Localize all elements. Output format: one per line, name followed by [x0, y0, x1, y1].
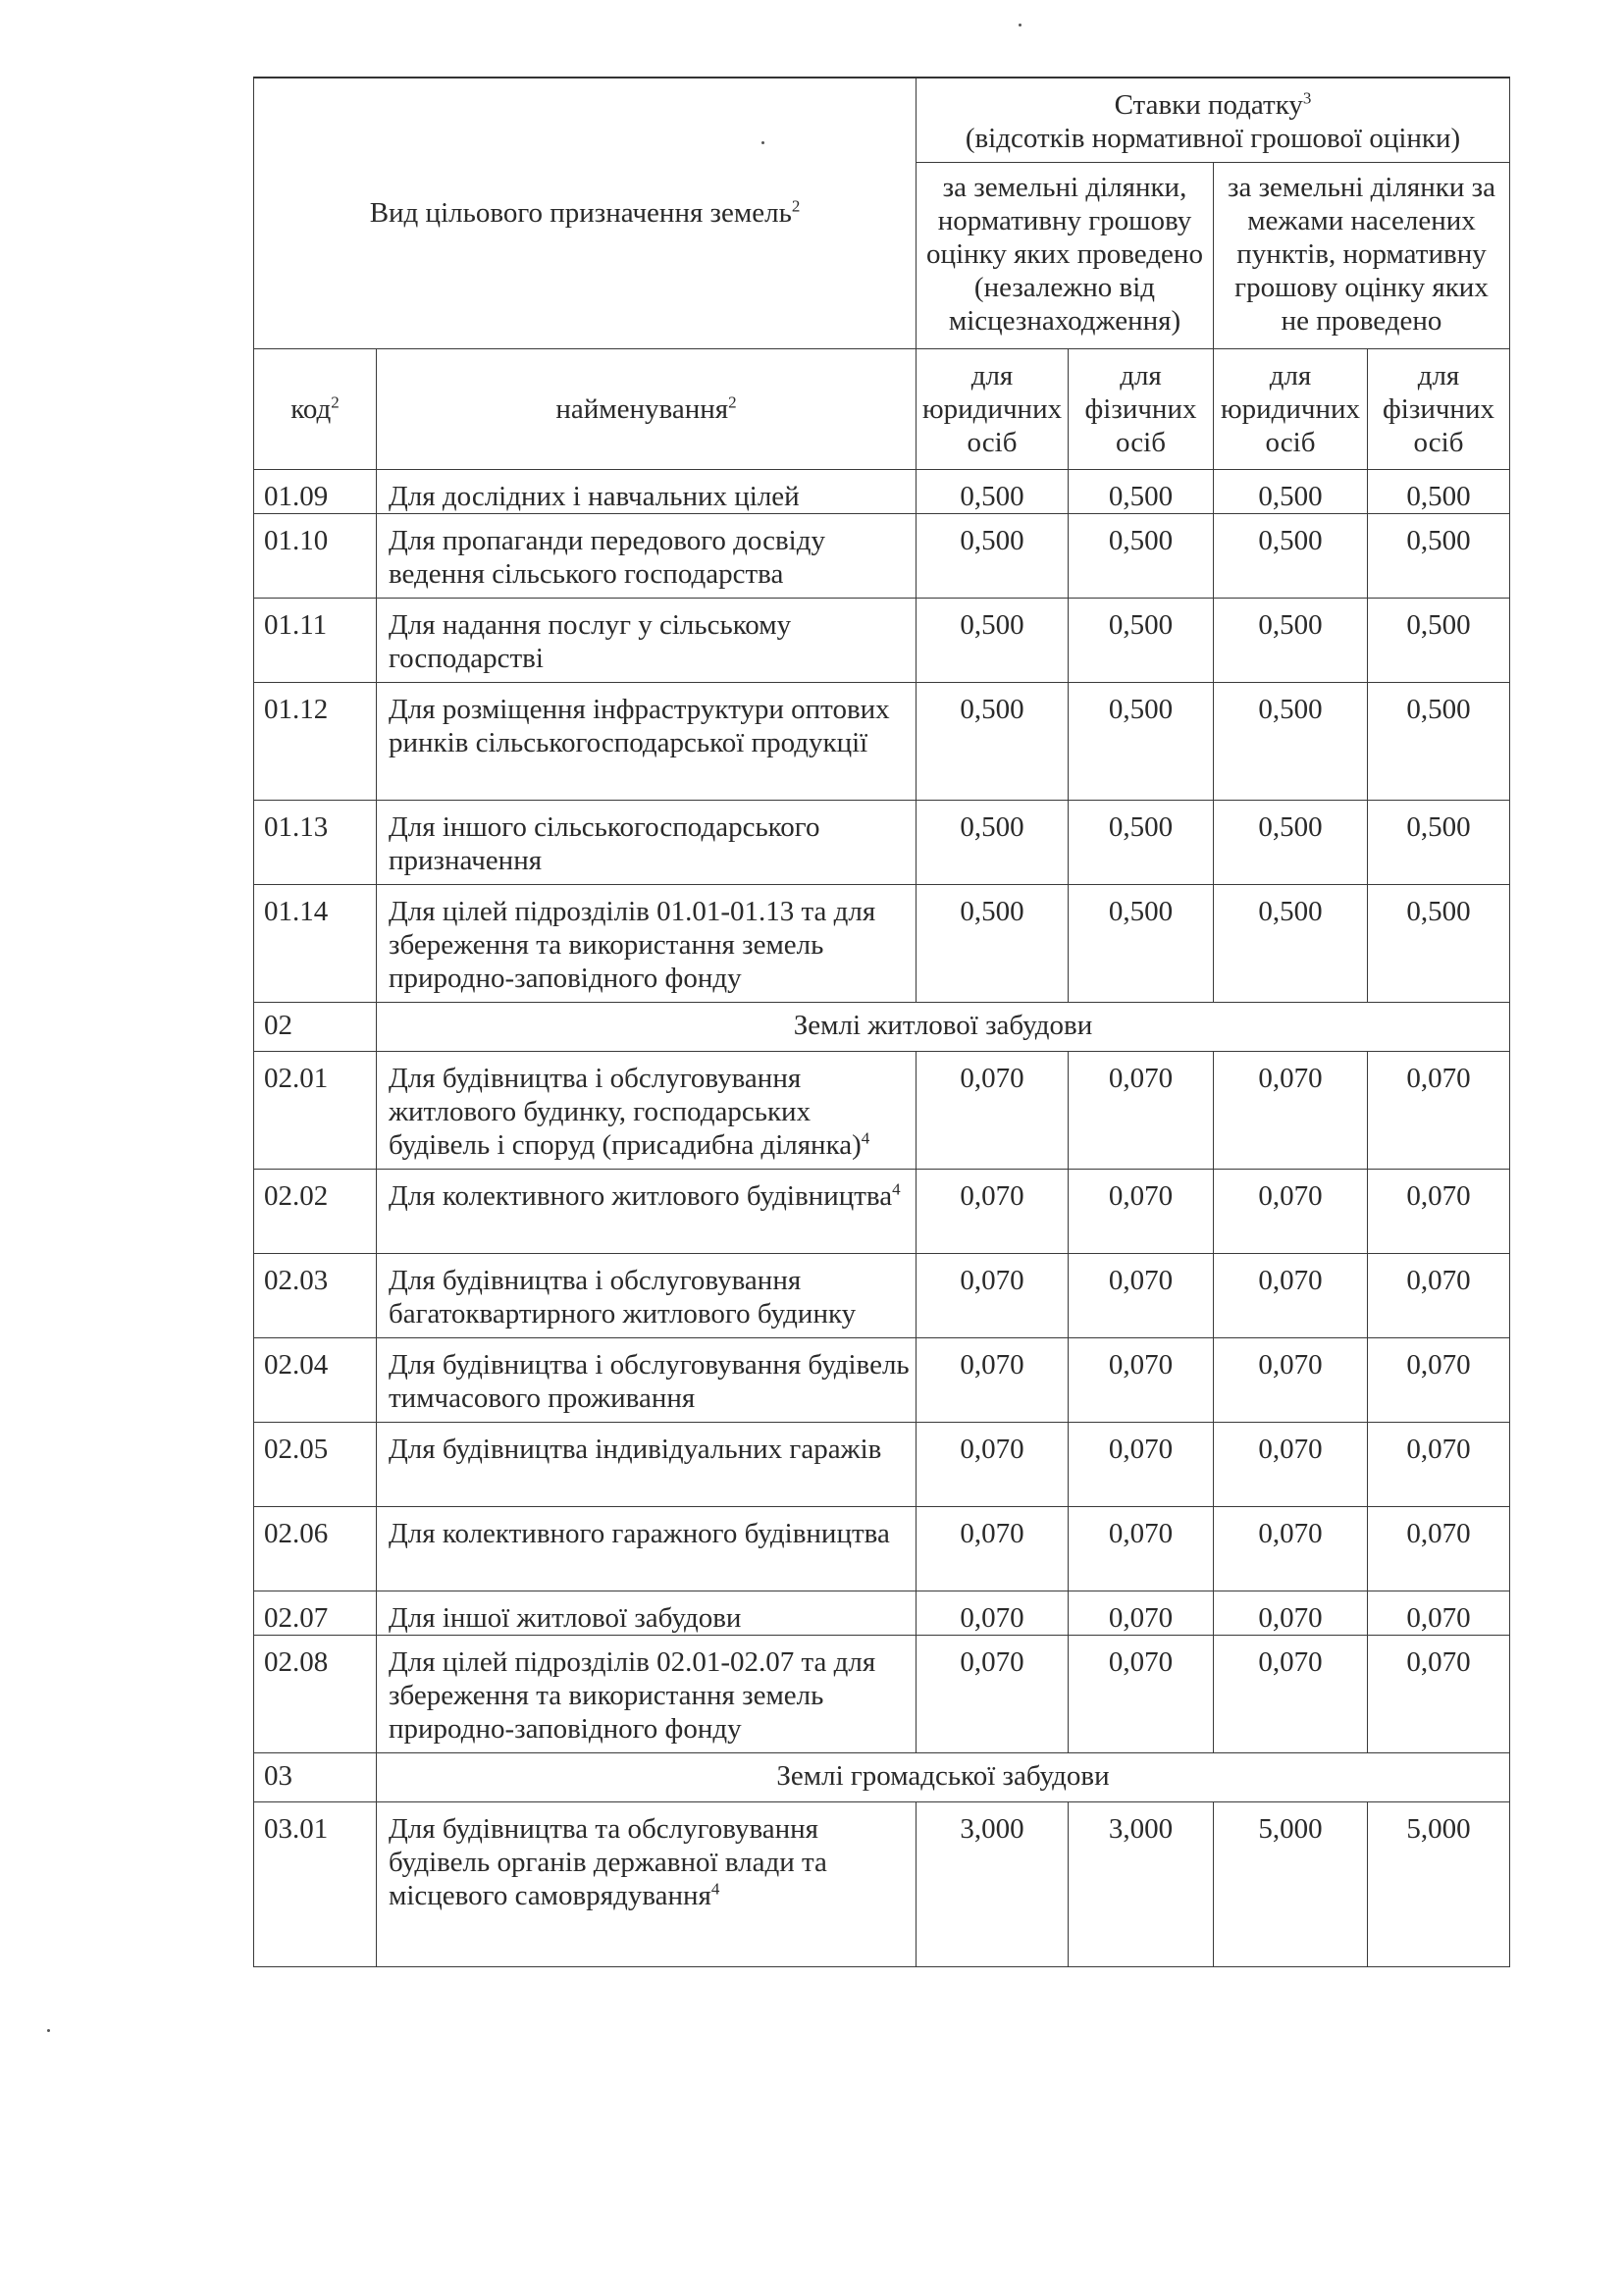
- row-name: Для надання послуг у сільському господарстві: [377, 598, 917, 682]
- rate-value: 0,500: [1069, 598, 1214, 682]
- rate-value: 0,070: [1368, 1506, 1510, 1591]
- row-code: 03.01: [254, 1801, 377, 1966]
- rate-value: 0,070: [917, 1506, 1069, 1591]
- rate-value: 0,500: [1069, 884, 1214, 1002]
- rate-value: 0,070: [1368, 1253, 1510, 1337]
- row-code: 02.04: [254, 1337, 377, 1422]
- table-row: [254, 800, 1510, 884]
- rate-value: 0,500: [1368, 598, 1510, 682]
- individuals-header: для фізичних осіб: [1368, 348, 1510, 469]
- rate-value: 0,070: [1368, 1169, 1510, 1253]
- row-code: 01.09: [254, 469, 377, 513]
- table-row: [254, 682, 1510, 800]
- rate-value: 0,500: [917, 800, 1069, 884]
- row-code: 02.08: [254, 1635, 377, 1752]
- rate-value: 0,070: [1368, 1591, 1510, 1635]
- rate-value: 0,500: [1069, 469, 1214, 513]
- rate-value: 0,500: [1368, 800, 1510, 884]
- rate-value: 0,500: [1368, 469, 1510, 513]
- row-name: Для будівництва і обслуговування багатоквартирного житлового будинку: [377, 1253, 917, 1337]
- row-name: Для будівництва індивідуальних гаражів: [377, 1422, 917, 1506]
- row-name: Для цілей підрозділів 01.01-01.13 та для збереження та використання земель природно-заповідного фонду: [377, 884, 917, 1002]
- table-row: [254, 1337, 1510, 1422]
- legal-entities-header: для юридичних осіб: [917, 348, 1069, 469]
- rate-value: 0,500: [917, 469, 1069, 513]
- rate-value: 0,070: [1368, 1635, 1510, 1752]
- table-row: [254, 1051, 1510, 1169]
- row-name: Для будівництва та обслуговування будівель органів державної влади та місцевого самоврядування$^4$: [377, 1801, 917, 1966]
- row-code: 01.10: [254, 513, 377, 598]
- row-name: Для іншої житлової забудови: [377, 1591, 917, 1635]
- rate-value: 0,070: [1069, 1051, 1214, 1169]
- footnote-mark: 4: [861, 1127, 870, 1147]
- rate-value: 5,000: [1214, 1801, 1368, 1966]
- table-row: [254, 1253, 1510, 1337]
- section-row: [254, 1752, 1510, 1801]
- individuals-header: для фізичних осіб: [1069, 348, 1214, 469]
- table-row: [254, 1169, 1510, 1253]
- rate-value: 0,070: [917, 1337, 1069, 1422]
- row-code: 02.02: [254, 1169, 377, 1253]
- rate-value: 0,070: [1069, 1169, 1214, 1253]
- rate-value: 0,500: [1368, 884, 1510, 1002]
- legal-entities-header: для юридичних осіб: [1214, 348, 1368, 469]
- rate-value: 0,070: [1214, 1169, 1368, 1253]
- name-header: найменування$^2$: [377, 348, 917, 469]
- rate-value: 0,500: [1368, 682, 1510, 800]
- rate-value: 0,070: [917, 1422, 1069, 1506]
- row-name: Для цілей підрозділів 02.01-02.07 та для збереження та використання земель природно-заповідного фонду: [377, 1635, 917, 1752]
- row-code: 02.03: [254, 1253, 377, 1337]
- footnote-mark: 4: [892, 1178, 901, 1198]
- rate-value: 0,070: [917, 1169, 1069, 1253]
- section-title: Землі громадської забудови: [377, 1752, 1510, 1801]
- rate-value: 0,070: [1368, 1051, 1510, 1169]
- table-row: [254, 1422, 1510, 1506]
- rate-value: 0,070: [1214, 1051, 1368, 1169]
- rate-value: 0,070: [1368, 1422, 1510, 1506]
- row-code: 02.06: [254, 1506, 377, 1591]
- rate-value: 0,500: [1069, 513, 1214, 598]
- assessed-plots-header: за земельні ділянки, нормативну грошову оцінку яких проведено (незалежно від місцезнаходження): [917, 162, 1214, 348]
- section-code: 03: [254, 1752, 377, 1801]
- land-tax-rates-table: [253, 77, 1510, 1967]
- rate-value: 0,070: [1214, 1422, 1368, 1506]
- rate-value: 0,500: [1214, 469, 1368, 513]
- rate-value: 0,070: [1069, 1635, 1214, 1752]
- rate-value: 0,070: [917, 1591, 1069, 1635]
- scan-speck: [761, 141, 764, 144]
- row-code: 02.05: [254, 1422, 377, 1506]
- row-code: 01.11: [254, 598, 377, 682]
- row-code: 02.07: [254, 1591, 377, 1635]
- rate-value: 5,000: [1368, 1801, 1510, 1966]
- rate-value: 0,500: [917, 513, 1069, 598]
- rate-value: 0,500: [1214, 513, 1368, 598]
- scan-speck: [1019, 24, 1022, 26]
- rate-value: 0,070: [1368, 1337, 1510, 1422]
- rate-value: 0,070: [1214, 1506, 1368, 1591]
- rate-value: 3,000: [1069, 1801, 1214, 1966]
- row-name: Для дослідних і навчальних цілей: [377, 469, 917, 513]
- rate-value: 0,070: [917, 1635, 1069, 1752]
- rate-value: 0,070: [1214, 1337, 1368, 1422]
- table-row: [254, 1506, 1510, 1591]
- row-name: Для розміщення інфраструктури оптових ринків сільськогосподарської продукції: [377, 682, 917, 800]
- row-name: Для колективного гаражного будівництва: [377, 1506, 917, 1591]
- rate-value: 0,500: [1069, 682, 1214, 800]
- rate-value: 0,070: [1069, 1253, 1214, 1337]
- rate-value: 0,500: [1214, 884, 1368, 1002]
- rate-value: 0,070: [1214, 1253, 1368, 1337]
- rate-value: 0,070: [1069, 1591, 1214, 1635]
- rate-value: 3,000: [917, 1801, 1069, 1966]
- row-name: Для пропаганди передового досвіду ведення сільського господарства: [377, 513, 917, 598]
- rate-value: 0,500: [917, 884, 1069, 1002]
- rate-value: 0,500: [1214, 682, 1368, 800]
- rate-value: 0,070: [917, 1253, 1069, 1337]
- row-code: 01.13: [254, 800, 377, 884]
- row-name: Для колективного житлового будівництва$^4$: [377, 1169, 917, 1253]
- section-title: Землі житлової забудови: [377, 1002, 1510, 1051]
- rate-value: 0,070: [917, 1051, 1069, 1169]
- rate-value: 0,070: [1214, 1591, 1368, 1635]
- rate-value: 0,500: [1368, 513, 1510, 598]
- rate-value: 0,070: [1069, 1506, 1214, 1591]
- rate-value: 0,070: [1069, 1337, 1214, 1422]
- row-name: Для будівництва і обслуговування будівель тимчасового проживання: [377, 1337, 917, 1422]
- row-code: 01.12: [254, 682, 377, 800]
- row-name: Для будівництва і обслуговування житлового будинку, господарських будівель і споруд (присадибна ділянка)$^4$: [377, 1051, 917, 1169]
- row-code: 02.01: [254, 1051, 377, 1169]
- table-row: [254, 884, 1510, 1002]
- rate-value: 0,500: [1214, 598, 1368, 682]
- unassessed-plots-header: за земельні ділянки за межами населених пунктів, нормативну грошову оцінку яких не проведено: [1214, 162, 1510, 348]
- footnote-mark: 4: [710, 1878, 720, 1898]
- row-code: 01.14: [254, 884, 377, 1002]
- table-row: [254, 598, 1510, 682]
- rate-value: 0,500: [1069, 800, 1214, 884]
- rate-value: 0,500: [1214, 800, 1368, 884]
- section-row: [254, 1002, 1510, 1051]
- table-row: [254, 513, 1510, 598]
- section-code: 02: [254, 1002, 377, 1051]
- rate-value: 0,070: [1069, 1422, 1214, 1506]
- table-row: [254, 469, 1510, 513]
- rate-value: 0,500: [917, 598, 1069, 682]
- table-row: [254, 1635, 1510, 1752]
- code-header: код$^2$: [254, 348, 377, 469]
- table-row: [254, 1801, 1510, 1966]
- rate-value: 0,500: [917, 682, 1069, 800]
- row-name: Для іншого сільськогосподарського призначення: [377, 800, 917, 884]
- scan-speck: [47, 2029, 50, 2032]
- land-type-header: Вид цільового призначення земель$^2$: [254, 78, 917, 348]
- tax-rates-header: Ставки податку$^3$ (відсотків нормативної грошової оцінки): [917, 78, 1510, 162]
- rate-value: 0,070: [1214, 1635, 1368, 1752]
- table-row: [254, 1591, 1510, 1635]
